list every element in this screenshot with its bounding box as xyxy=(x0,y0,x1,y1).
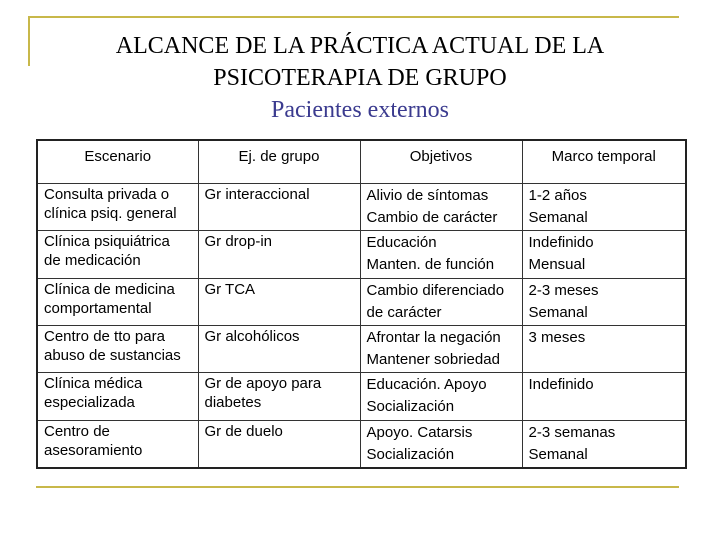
cell-marco-temporal xyxy=(522,184,686,231)
cell-marco-temporal xyxy=(522,373,686,420)
cell-ejemplo-grupo-line: Gr de duelo xyxy=(204,422,283,440)
cell-escenario-line: Centro de xyxy=(44,422,110,440)
cell-escenario-line: Consulta privada o xyxy=(44,186,170,203)
table-row xyxy=(37,278,686,325)
cell-marco-temporal xyxy=(522,420,686,468)
cell-escenario-line: de medicación xyxy=(44,252,141,270)
cell-escenario-line: Clínica médica xyxy=(44,375,143,393)
table-row xyxy=(37,231,686,278)
cell-marco-temporal-line: Semanal xyxy=(528,209,588,226)
cell-escenario-line: Clínica psiquiátrica xyxy=(44,233,170,251)
cell-marco-temporal-line: Semanal xyxy=(528,303,588,321)
cell-ejemplo-grupo-line: diabetes xyxy=(204,394,262,412)
cell-objetivos-line: Manten. de función xyxy=(366,256,495,274)
cell-escenario xyxy=(37,325,198,372)
cell-ejemplo-grupo xyxy=(198,373,360,420)
cell-escenario-line: Centro de tto para xyxy=(44,327,165,345)
cell-marco-temporal-line: 3 meses xyxy=(528,328,586,346)
cell-objetivos-line: Educación xyxy=(366,234,437,252)
table-row xyxy=(37,184,686,231)
title-line-2: PSICOTERAPIA DE GRUPO xyxy=(213,65,507,91)
cell-objetivos xyxy=(360,325,522,372)
cell-ejemplo-grupo xyxy=(198,231,360,278)
cell-escenario-line: abuso de sustancias xyxy=(44,346,181,364)
header-marco-temporal: Marco temporal xyxy=(522,140,686,184)
table-row xyxy=(37,325,686,372)
cell-marco-temporal-line: Semanal xyxy=(528,445,588,463)
cell-objetivos-line: Apoyo. Catarsis xyxy=(366,423,473,441)
cell-objetivos-line: Alivio de síntomas xyxy=(366,187,489,204)
table-body xyxy=(37,184,686,469)
cell-marco-temporal-line: 2-3 meses xyxy=(528,281,599,299)
cell-objetivos xyxy=(360,373,522,420)
cell-objetivos-line: Cambio de carácter xyxy=(366,209,498,226)
cell-marco-temporal-line: 2-3 semanas xyxy=(528,423,616,441)
cell-ejemplo-grupo xyxy=(198,184,360,231)
cell-objetivos-line: de carácter xyxy=(366,303,442,321)
cell-escenario-line: especializada xyxy=(44,394,135,412)
cell-ejemplo-grupo-line: Gr drop-in xyxy=(204,233,273,251)
cell-ejemplo-grupo xyxy=(198,278,360,325)
cell-escenario-line: asesoramiento xyxy=(44,441,143,459)
cell-objetivos xyxy=(360,278,522,325)
cell-marco-temporal-line: Indefinido xyxy=(528,234,594,252)
title-subtitle: Pacientes externos xyxy=(271,97,449,123)
cell-marco-temporal xyxy=(522,231,686,278)
cell-escenario-line: Clínica de medicina xyxy=(44,280,175,298)
table-row xyxy=(37,420,686,468)
header-escenario: Escenario xyxy=(37,140,198,184)
cell-objetivos xyxy=(360,184,522,231)
table-row xyxy=(37,373,686,420)
cell-ejemplo-grupo-line: Gr interaccional xyxy=(204,186,310,203)
cell-escenario-line: clínica psiq. general xyxy=(44,205,177,222)
cell-escenario xyxy=(37,373,198,420)
cell-marco-temporal xyxy=(522,325,686,372)
cell-escenario xyxy=(37,420,198,468)
cell-ejemplo-grupo xyxy=(198,420,360,468)
cell-objetivos-line: Cambio diferenciado xyxy=(366,281,505,299)
cell-marco-temporal-line: Indefinido xyxy=(528,376,594,394)
cell-escenario xyxy=(37,278,198,325)
table-header-row xyxy=(37,140,686,184)
cell-objetivos xyxy=(360,231,522,278)
header-ejemplo-grupo: Ej. de grupo xyxy=(198,140,360,184)
cell-objetivos xyxy=(360,420,522,468)
scope-table xyxy=(36,139,687,469)
cell-ejemplo-grupo-line: Gr TCA xyxy=(204,280,256,298)
cell-ejemplo-grupo-line: Gr alcohólicos xyxy=(204,327,300,345)
decorative-left-rule xyxy=(28,16,30,66)
decorative-bottom-rule xyxy=(36,486,679,488)
title-line-1: ALCANCE DE LA PRÁCTICA ACTUAL DE LA xyxy=(115,33,605,59)
cell-objetivos-line: Socialización xyxy=(366,445,455,463)
cell-escenario xyxy=(37,231,198,278)
cell-objetivos-line: Socialización xyxy=(366,398,455,416)
cell-marco-temporal xyxy=(522,278,686,325)
cell-ejemplo-grupo xyxy=(198,325,360,372)
slide-title xyxy=(40,30,680,126)
cell-objetivos-line: Educación. Apoyo xyxy=(366,376,487,394)
cell-objetivos-line: Mantener sobriedad xyxy=(366,350,500,368)
cell-objetivos-line: Afrontar la negación xyxy=(366,328,501,346)
cell-escenario-line: comportamental xyxy=(44,299,152,317)
cell-marco-temporal-line: Mensual xyxy=(528,256,586,274)
cell-marco-temporal-line: 1-2 años xyxy=(528,187,587,204)
header-objetivos: Objetivos xyxy=(360,140,522,184)
cell-ejemplo-grupo-line: Gr de apoyo para xyxy=(204,375,322,393)
decorative-top-rule xyxy=(28,16,679,18)
cell-escenario xyxy=(37,184,198,231)
